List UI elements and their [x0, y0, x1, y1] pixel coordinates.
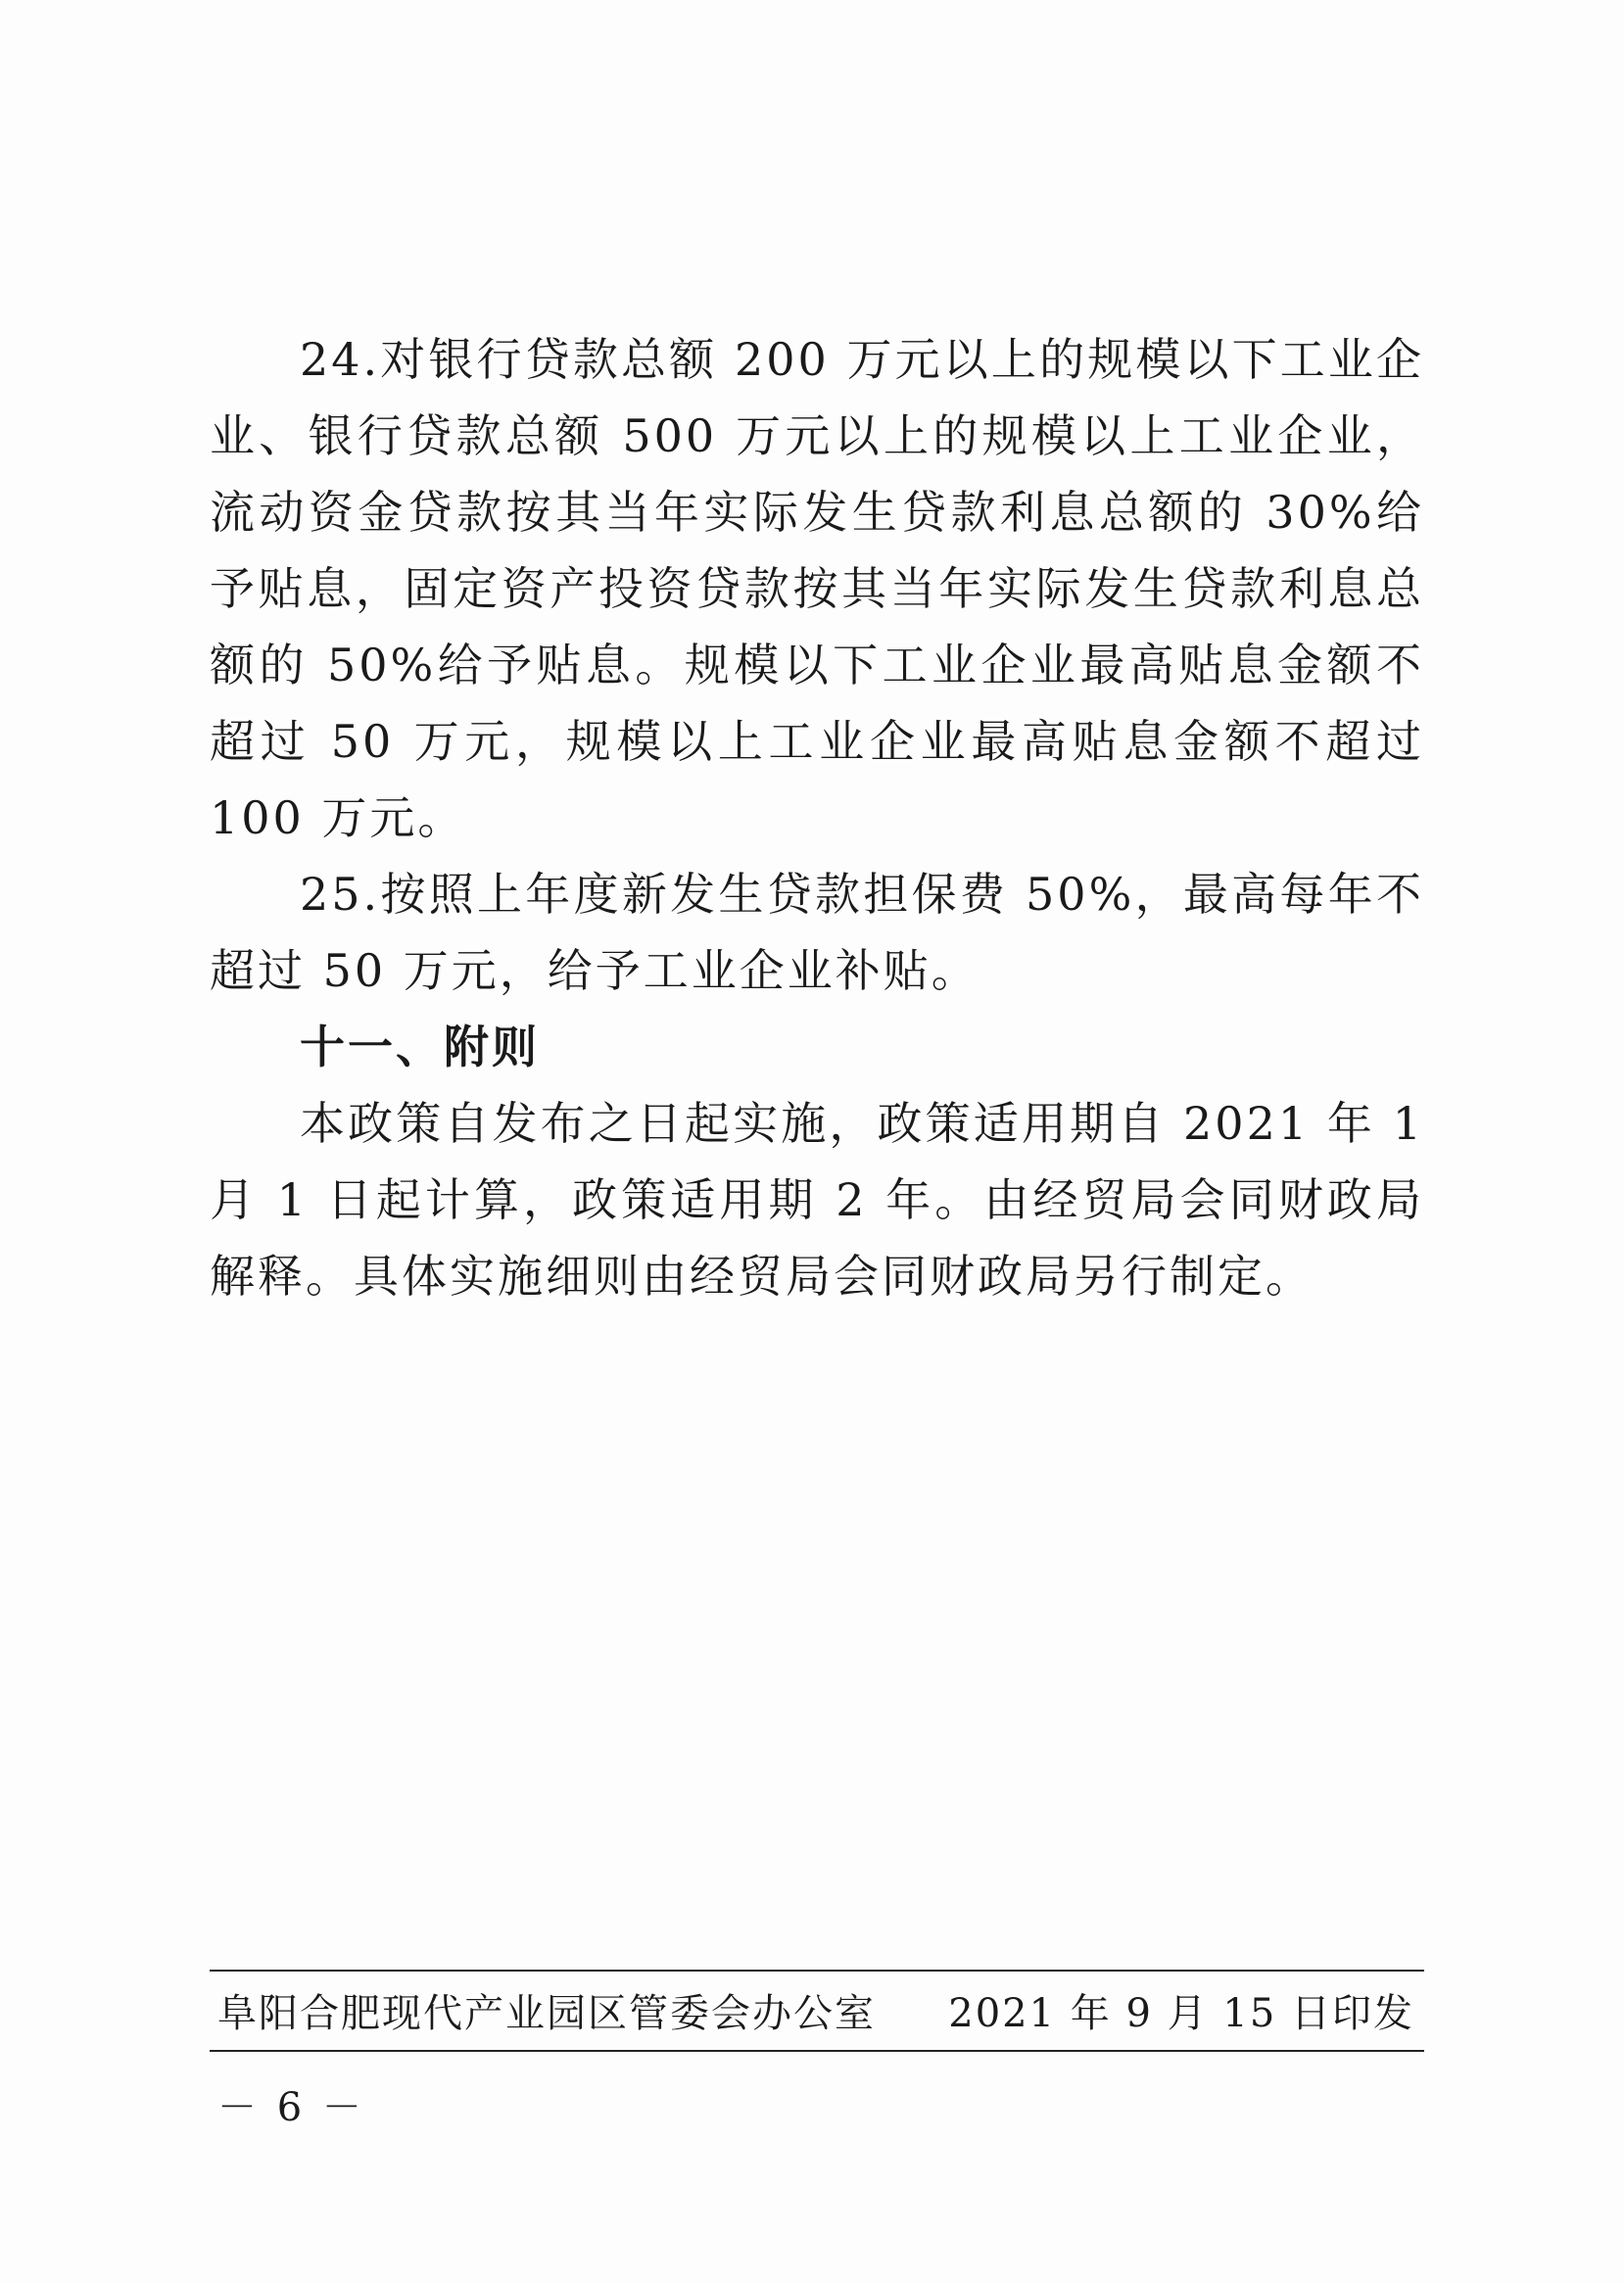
issuance-footer	[217, 1974, 1414, 2045]
footer-rule-bottom	[210, 2050, 1424, 2052]
paragraph-25: 25.按照上年度新发生贷款担保费 50%，最高每年不超过 50 万元，给予工业企业补贴。	[210, 868, 1424, 997]
page-number: － 6 －	[217, 2085, 365, 2130]
footer-rule-top	[210, 1970, 1424, 1972]
document-body	[210, 321, 1424, 1314]
issuer-name: 阜阳合肥现代产业园区管委会办公室	[217, 1990, 876, 2036]
paragraph-24: 24.对银行贷款总额 200 万元以上的规模以下工业企业、银行贷款总额 500 万元以上的规模以上工业企业，流动资金贷款按其当年实际发生贷款利息总额的 30%给予贴息，固定资产投资贷款按其当年实际发生贷款利息总额的 50%给予贴息。规模以下工业企业最高贴息金额不超过 50 万元，规模以上工业企业最高贴息金额不超过 100 万元。	[210, 333, 1424, 844]
section-heading-appendix: 十一、附则	[300, 1021, 540, 1073]
paragraph-closing: 本政策自发布之日起实施，政策适用期自 2021 年 1 月 1 日起计算，政策适用期 2 年。由经贸局会同财政局解释。具体实施细则由经贸局会同财政局另行制定。	[210, 1097, 1424, 1303]
issue-date: 2021 年 9 月 15 日印发	[948, 1990, 1414, 2036]
